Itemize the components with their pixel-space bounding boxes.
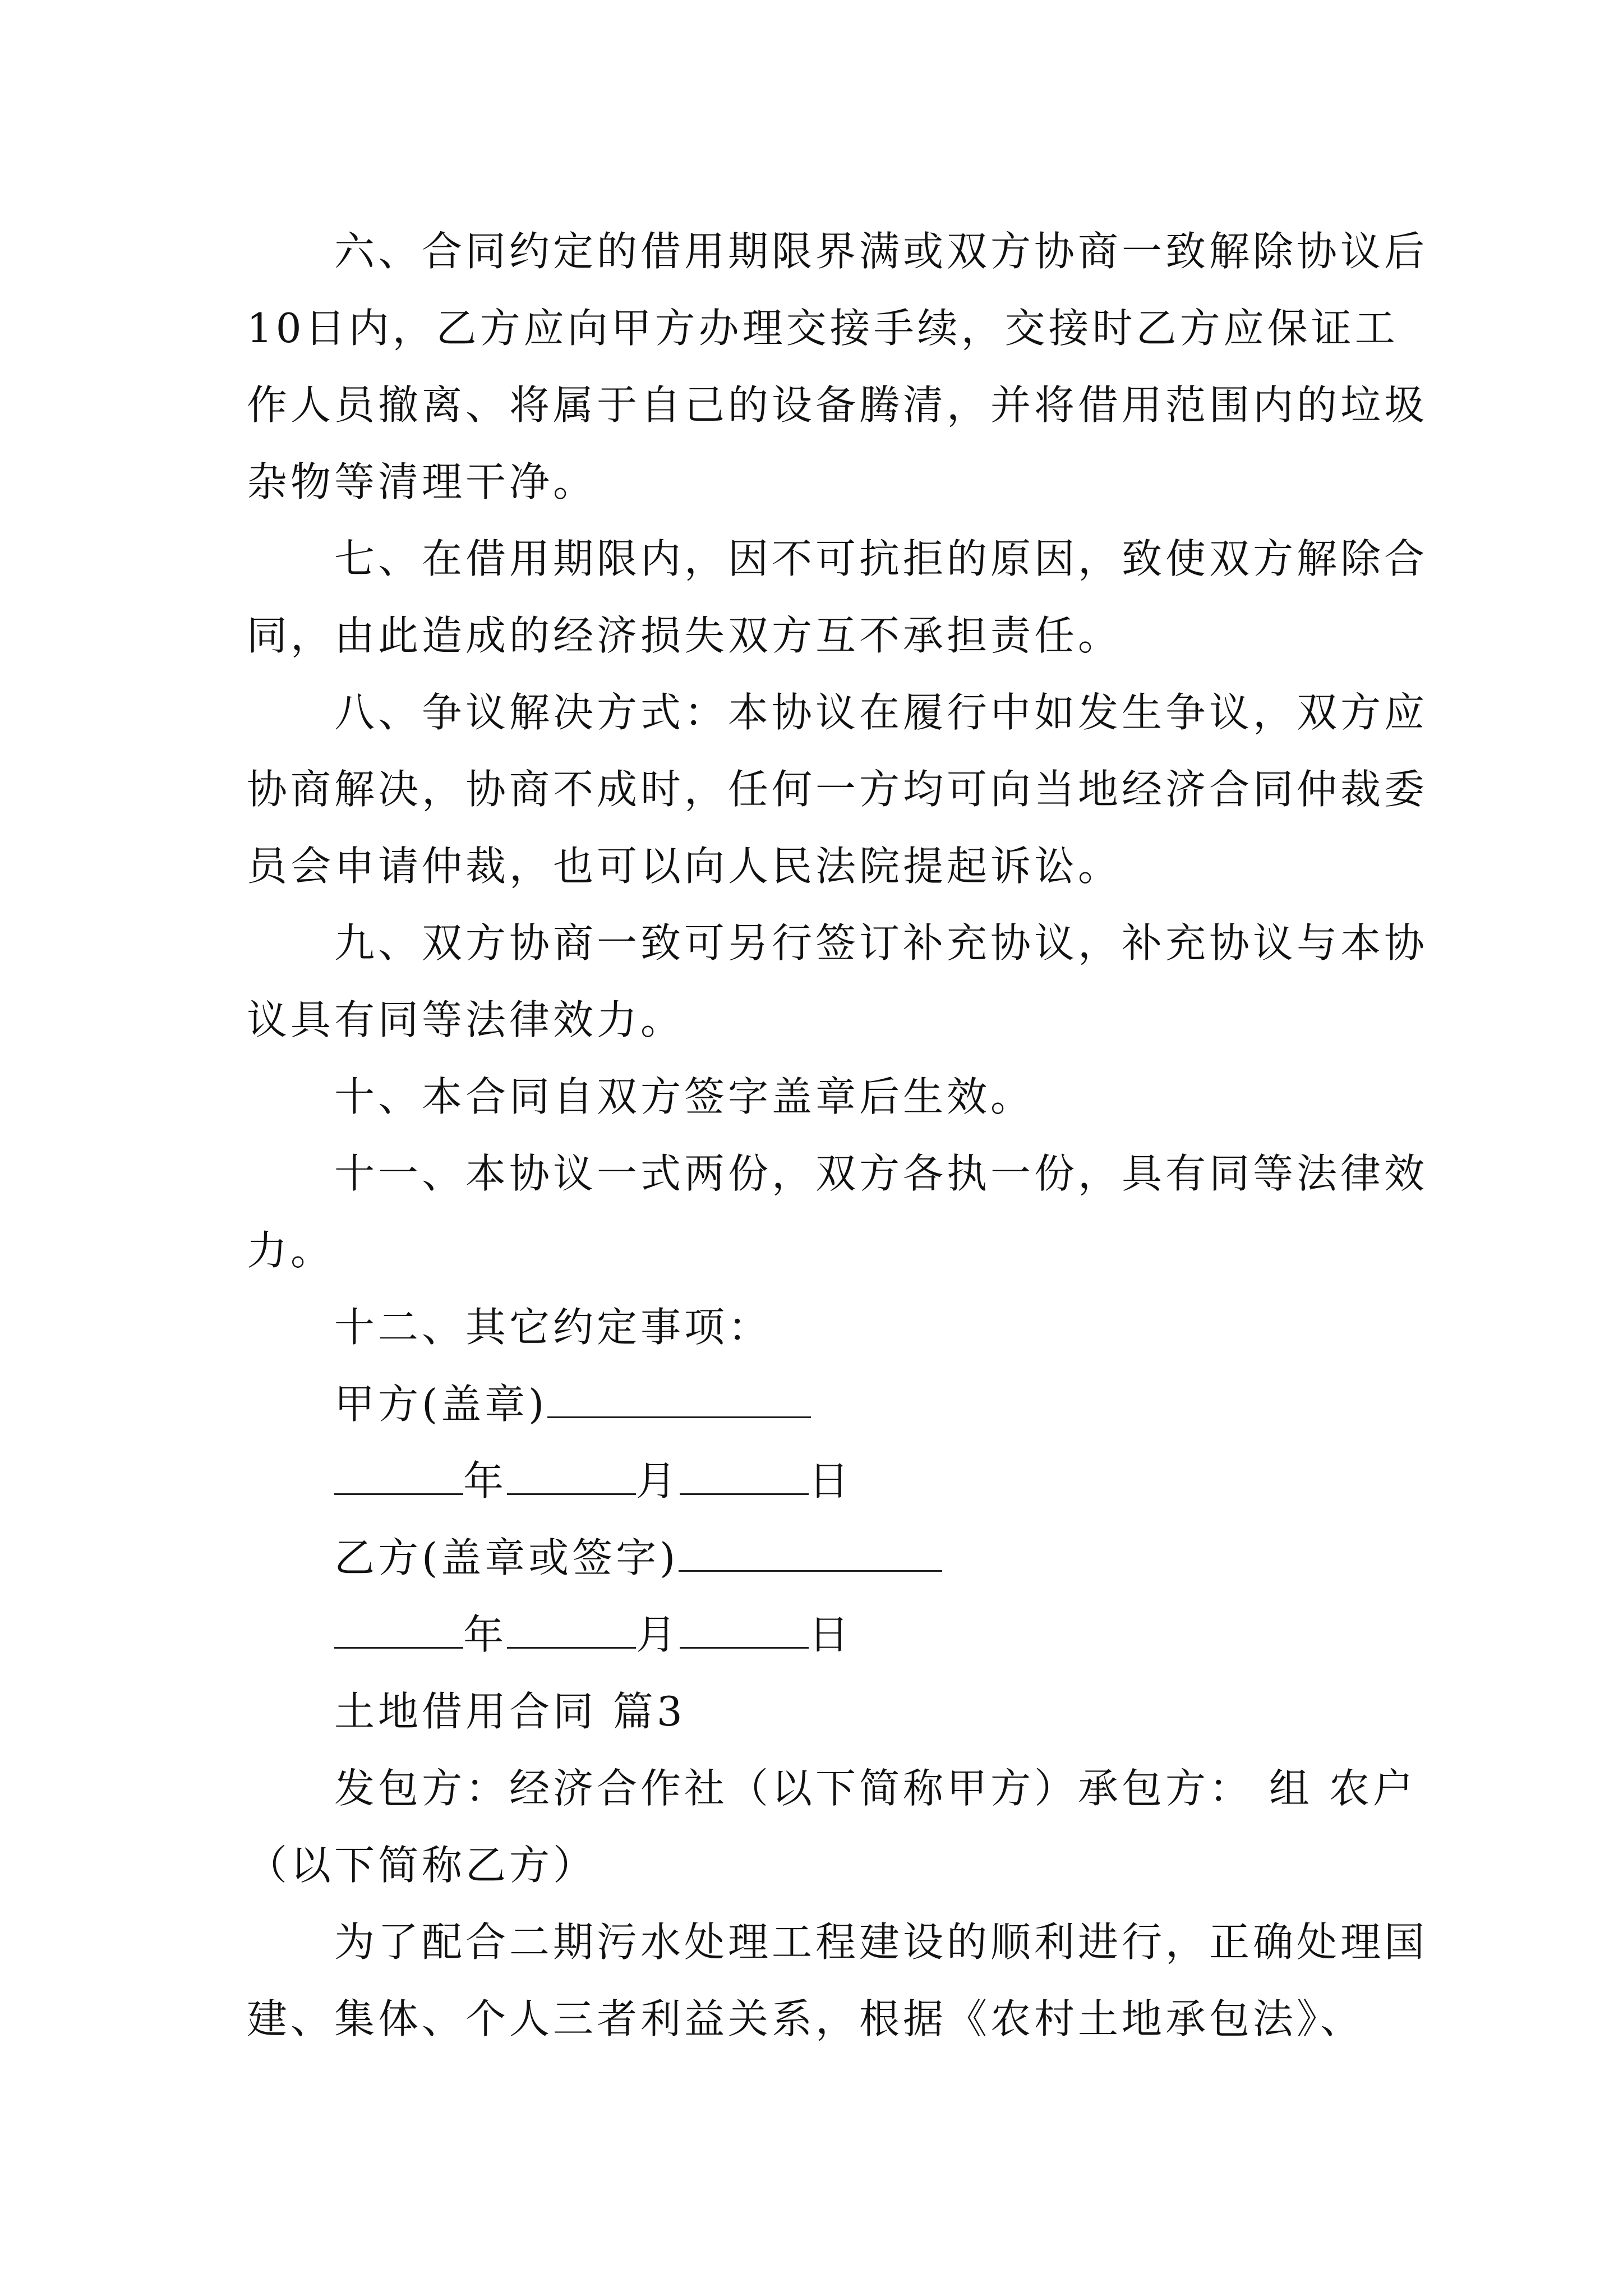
purpose-paragraph: 为了配合二期污水处理工程建设的顺利进行，正确处理国建、集体、个人三者利益关系，根据《农村土地承包法》、 [247, 1918, 1428, 2042]
clause-twelve: 十二、其它约定事项： [334, 1304, 772, 1351]
party-a-year-blank[interactable] [334, 1460, 463, 1495]
year-label: 年 [463, 1457, 508, 1504]
section-title: 土地借用合同 篇3 [334, 1688, 686, 1735]
document-body [247, 213, 1436, 2058]
party-a-date-line [247, 1443, 1436, 1520]
clause-eight: 八、争议解决方式：本协议在履行中如发生争议，双方应协商解决，协商不成时，任何一方均可向当地经济合同仲裁委员会申请仲裁，也可以向人民法院提起诉讼。 [247, 689, 1428, 890]
clause-eleven: 十一、本协议一式两份，双方各执一份，具有同等法律效力。 [247, 1150, 1428, 1274]
party-b-blank[interactable] [679, 1536, 942, 1572]
clause-seven: 七、在借用期限内，因不可抗拒的原因，致使双方解除合同，由此造成的经济损失双方互不承担责任。 [247, 535, 1428, 659]
party-b-signature-line [247, 1520, 1436, 1596]
party-a-signature-line [247, 1366, 1436, 1443]
day-label: 日 [809, 1611, 853, 1658]
clause-six: 六、合同约定的借用期限界满或双方协商一致解除协议后10日内，乙方应向甲方办理交接手续，交接时乙方应保证工作人员撤离、将属于自己的设备腾清，并将借用范围内的垃圾杂物等清理干净。 [247, 228, 1428, 505]
parties-paragraph: 发包方：经济合作社（以下简称甲方）承包方： 组 农户（以下简称乙方） [247, 1765, 1417, 1889]
year-label: 年 [463, 1611, 508, 1658]
party-b-month-blank[interactable] [507, 1613, 636, 1649]
day-label: 日 [809, 1457, 853, 1504]
party-a-label: 甲方(盖章) [334, 1381, 548, 1428]
party-b-date-line [247, 1596, 1436, 1673]
party-a-day-blank[interactable] [680, 1460, 809, 1495]
party-a-month-blank[interactable] [507, 1460, 636, 1495]
clause-nine: 九、双方协商一致可另行签订补充协议，补充协议与本协议具有同等法律效力。 [247, 919, 1428, 1043]
party-b-year-blank[interactable] [334, 1613, 463, 1649]
month-label: 月 [636, 1611, 680, 1658]
party-b-label: 乙方(盖章或签字) [334, 1534, 679, 1581]
month-label: 月 [636, 1457, 680, 1504]
clause-ten: 十、本合同自双方签字盖章后生效。 [334, 1073, 1035, 1120]
party-a-blank[interactable] [547, 1383, 811, 1418]
party-b-day-blank[interactable] [680, 1613, 809, 1649]
